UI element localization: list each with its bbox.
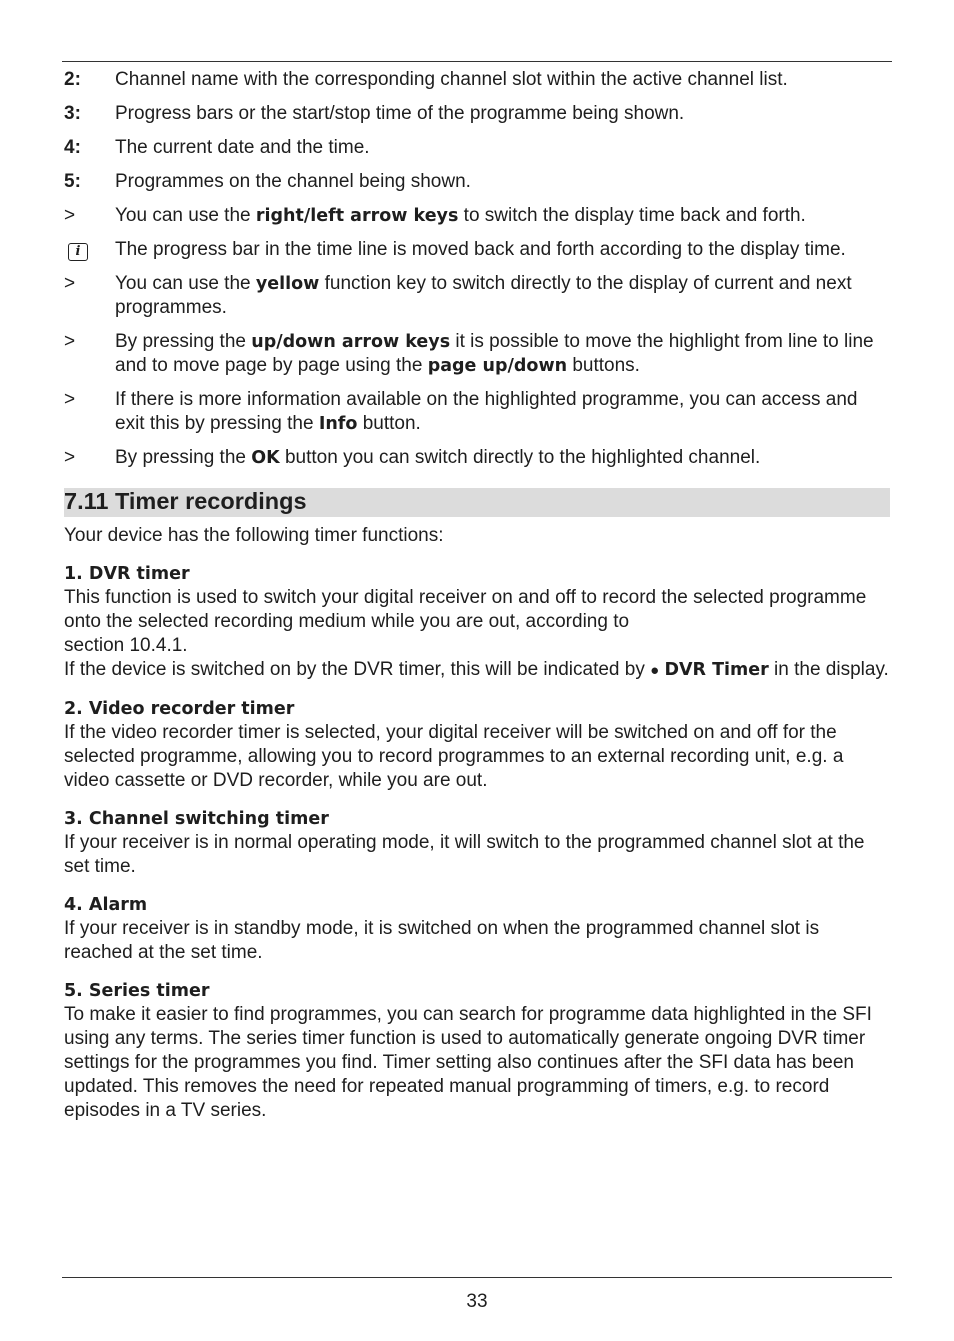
step-text — [115, 272, 890, 320]
channel-switching-timer-block — [64, 807, 890, 879]
subsection-text: If your receiver is in normal operating mode, it will switch to the programmed channel slot at the set time. — [64, 832, 865, 877]
top-rule — [62, 61, 892, 62]
item-number: 3: — [64, 103, 81, 124]
subsection-text: To make it easier to find programmes, you can search for programme data highlighted in the SFI using any terms. The series timer function is used to automatically generate ongoing DVR timer settings for the programmes you find. Timer setting also continues after the SFI data has been updated. This removes the need for repeated manual programming of timers, e.g. to record episodes in a TV series. — [64, 1004, 872, 1121]
key-name: OK — [251, 448, 280, 468]
step-marker: > — [64, 331, 76, 352]
step-text-post: button you can switch directly to the highlighted channel. — [279, 447, 761, 468]
page-content — [64, 68, 890, 1123]
step-text — [115, 330, 890, 378]
step-marker: > — [64, 205, 76, 226]
list-item-2 — [64, 68, 890, 92]
subsection-title: 4. Alarm — [64, 895, 148, 915]
key-name: up/down arrow keys — [251, 332, 451, 352]
step-text-post: buttons. — [567, 355, 640, 376]
step-text-mid: it is possible to move the highlight from line to line and to move page by page using the — [115, 331, 874, 376]
step-text-pre: You can use the — [115, 273, 256, 294]
step-text — [115, 446, 890, 470]
step-text-post: button. — [357, 413, 421, 434]
step-ok-key — [64, 446, 890, 470]
step-marker: > — [64, 273, 76, 294]
text-pre: If the device is switched on by the DVR timer, this will be indicated by — [64, 659, 651, 680]
subsection-text: If the video recorder timer is selected, your digital receiver will be switched on and off for the selected programme, allowing you to record programmes to an external recording unit, e.g. a video cassette or DVD recorder, while you are out. — [64, 722, 844, 791]
section-intro: Your device has the following timer functions: — [64, 525, 444, 546]
step-text-post: function key to switch directly to the display of current and next programmes. — [115, 273, 852, 318]
step-arrow-keys — [64, 204, 890, 228]
subsection-title: 5. Series timer — [64, 981, 210, 1001]
step-text-pre: By pressing the — [115, 447, 252, 468]
list-item-4 — [64, 136, 890, 160]
info-note — [64, 238, 890, 262]
item-number: 5: — [64, 171, 81, 192]
subsection-text: If your receiver is in standby mode, it is switched on when the programmed channel slot is reached at the set time. — [64, 918, 820, 963]
subsection-text: This function is used to switch your digital receiver on and off to record the selected programme onto the selected recording medium while you are out, according to — [64, 587, 867, 632]
dvr-timer-block — [64, 562, 890, 683]
note-marker — [64, 238, 115, 262]
subsection-text: section 10.4.1. — [64, 635, 188, 656]
step-text-pre: If there is more information available on the highlighted programme, you can access and exit this by pressing the — [115, 389, 858, 434]
display-label: DVR Timer — [664, 660, 769, 680]
subsection-title: 1. DVR timer — [64, 564, 190, 584]
step-marker: > — [64, 447, 76, 468]
step-text-pre: You can use the — [115, 205, 256, 226]
list-item-5 — [64, 170, 890, 194]
item-text: The current date and the time. — [115, 137, 370, 158]
step-info-key — [64, 388, 890, 436]
step-text — [115, 388, 890, 436]
item-text: Channel name with the corresponding channel slot within the active channel list. — [115, 69, 788, 90]
key-name: yellow — [255, 274, 320, 294]
item-text: Programmes on the channel being shown. — [115, 171, 471, 192]
key-name: Info — [318, 414, 358, 434]
section-title: 7.11 Timer recordings — [64, 488, 890, 517]
item-text: Progress bars or the start/stop time of the programme being shown. — [115, 103, 685, 124]
subsection-title: 3. Channel switching timer — [64, 809, 329, 829]
subsection-title: 2. Video recorder timer — [64, 699, 295, 719]
series-timer-block — [64, 979, 890, 1123]
step-up-down-keys — [64, 330, 890, 378]
subsection-text — [64, 658, 890, 683]
text-post: in the display. — [768, 659, 889, 680]
item-number: 4: — [64, 137, 81, 158]
info-icon: i — [68, 243, 88, 261]
step-marker: > — [64, 389, 76, 410]
alarm-block — [64, 893, 890, 965]
list-item-3 — [64, 102, 890, 126]
step-text-post: to switch the display time back and forth. — [458, 205, 806, 226]
bottom-rule — [62, 1277, 892, 1278]
record-dot-icon: ● — [650, 662, 660, 679]
step-text — [115, 204, 890, 228]
item-number: 2: — [64, 69, 81, 90]
step-text-pre: By pressing the — [115, 331, 252, 352]
note-text: The progress bar in the time line is moved back and forth according to the display time. — [115, 239, 846, 260]
step-yellow-key — [64, 272, 890, 320]
key-name: right/left arrow keys — [255, 206, 459, 226]
video-recorder-timer-block — [64, 697, 890, 793]
key-name-2: page up/down — [427, 356, 568, 376]
page-number: 33 — [466, 1291, 488, 1312]
